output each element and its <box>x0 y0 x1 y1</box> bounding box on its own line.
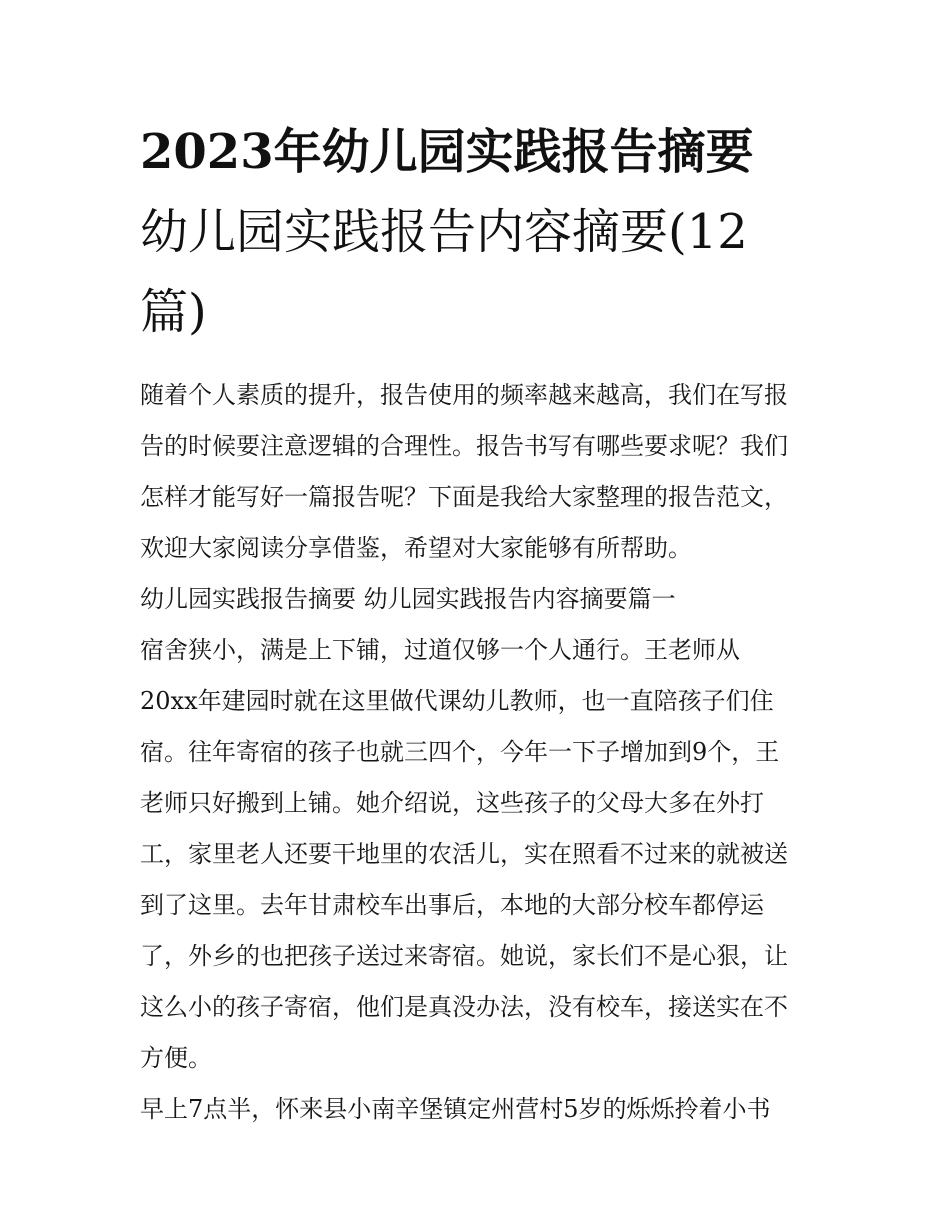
document-page <box>140 112 816 1135</box>
paragraph-line: 到了这里。去年甘肃校车出事后，本地的大部分校车都停运 <box>140 891 764 919</box>
intro-paragraph <box>140 370 816 574</box>
paragraph-line: 怎样才能写好一篇报告呢？下面是我给大家整理的报告范文， <box>140 483 788 511</box>
title-line: 2023年幼儿园实践报告摘要 <box>140 124 754 180</box>
paragraph-line: 20xx年建园时就在这里做代课幼儿教师，也一直陪孩子们住 <box>140 687 774 715</box>
paragraph-line: 了，外乡的也把孩子送过来寄宿。她说，家长们不是心狠，让 <box>140 942 788 970</box>
paragraph-line: 工，家里老人还要干地里的农活儿，实在照看不过来的就被送 <box>140 840 788 868</box>
section-heading <box>140 574 816 625</box>
paragraph-line: 这么小的孩子寄宿，他们是真没办法，没有校车，接送实在不 <box>140 993 788 1021</box>
paragraph-line: 宿舍狭小，满是上下铺，过道仅够一个人通行。王老师从 <box>140 636 740 664</box>
paragraph-line: 早上7点半，怀来县小南辛堡镇定州营村5岁的烁烁拎着小书 <box>140 1095 771 1123</box>
paragraph-line: 随着个人素质的提升，报告使用的频率越来越高，我们在写报 <box>140 381 788 409</box>
paragraph-line: 宿。往年寄宿的孩子也就三四个，今年一下子增加到9个，王 <box>140 738 780 766</box>
body-paragraph <box>140 625 816 1084</box>
title-line: 幼儿园实践报告内容摘要(12 <box>140 204 748 260</box>
paragraph-line: 老师只好搬到上铺。她介绍说，这些孩子的父母大多在外打 <box>140 789 764 817</box>
paragraph-line: 告的时候要注意逻辑的合理性。报告书写有哪些要求呢？我们 <box>140 432 788 460</box>
body-paragraph <box>140 1084 816 1135</box>
document-title <box>140 112 816 352</box>
paragraph-line: 欢迎大家阅读分享借鉴，希望对大家能够有所帮助。 <box>140 534 692 562</box>
paragraph-line: 幼儿园实践报告摘要 幼儿园实践报告内容摘要篇一 <box>140 585 676 613</box>
paragraph-line: 方便。 <box>140 1044 212 1072</box>
title-line: 篇) <box>140 284 207 340</box>
